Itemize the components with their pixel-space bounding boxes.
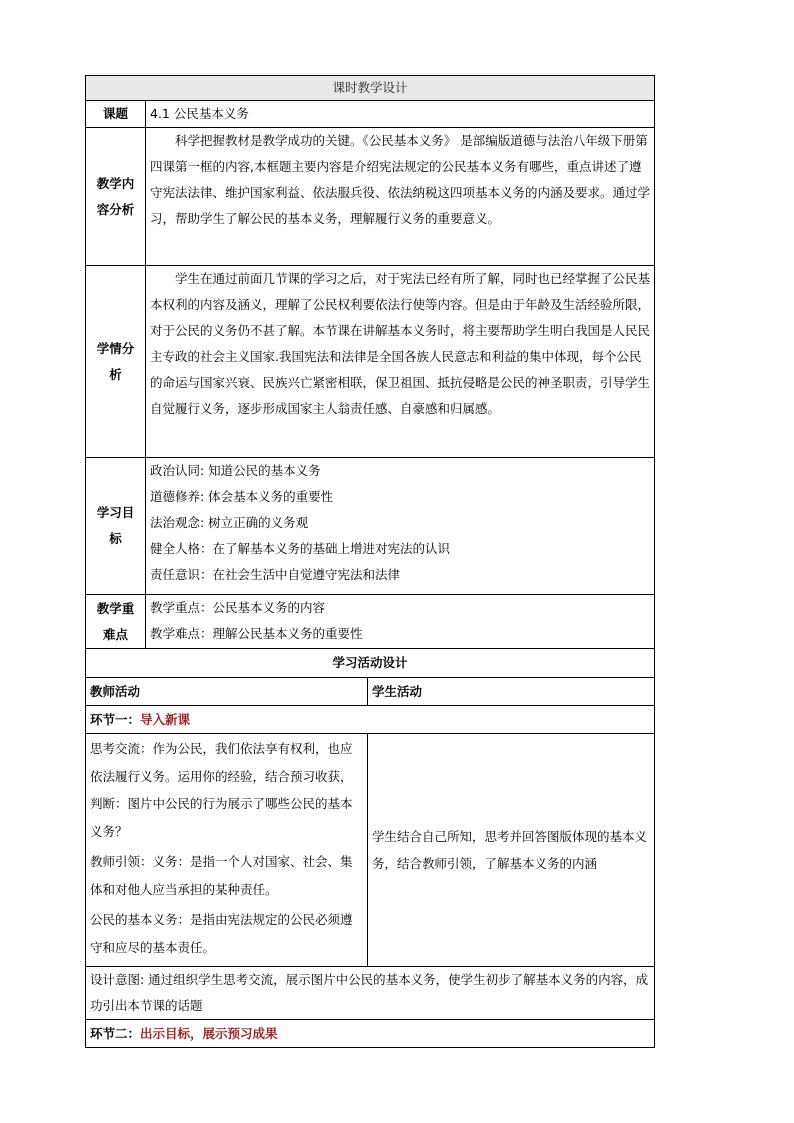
step1-intent-row	[86, 967, 655, 1020]
teacher-activity-paragraph: 公民的基本义务：是指由宪法规定的公民必须遵守和应尽的基本责任。	[90, 912, 353, 955]
key-points-cell	[146, 595, 655, 649]
step1-prefix: 环节一：	[90, 712, 141, 727]
content-analysis-label	[86, 128, 146, 266]
label-line: 析	[109, 366, 122, 382]
label-line: 学情分	[96, 340, 135, 356]
label-line: 教学重	[96, 600, 135, 616]
learner-analysis-label	[86, 266, 146, 458]
objective-item: 健全人格：在了解基本义务的基础上增进对宪法的认识	[150, 541, 451, 556]
lesson-design-table	[85, 75, 655, 1048]
learner-analysis-row	[86, 266, 655, 458]
header-row	[86, 76, 655, 101]
label-line: 教学内	[96, 175, 135, 191]
teacher-activity-paragraph: 思考交流：作为公民，我们依法享有权利，也应依法履行义务。运用你的经验，结合预习收获，判断：图片中公民的行为展示了哪些公民的基本义务？	[90, 741, 353, 839]
key-points-row	[86, 595, 655, 649]
step1-title: 导入新课	[140, 712, 191, 727]
step1-student-cell: 学生结合自己所知，思考并回答图版体现的基本义务，结合教师引领，了解基本义务的内涵	[368, 734, 655, 967]
activity-section-title: 学习活动设计	[86, 649, 655, 678]
learner-analysis-cell	[146, 266, 655, 458]
topic-value: 4.1 公民基本义务	[146, 101, 655, 128]
step2-row	[86, 1020, 655, 1048]
content-analysis-text: 科学把握教材是教学成功的关键。《公民基本义务》 是部编版道德与法治八年级下册第四课第一框的内容,本框题主要内容是介绍宪法规定的公民基本义务有哪些，重点讲述了遵守宪法法律、维护国家利益、依法服兵役、依法纳税这四项基本义务的内涵及要求。通过学习，帮助学生了解公民的基本义务，理解履行义务的重要意义。	[150, 133, 651, 226]
step1-design-intent: 设计意图: 通过组织学生思考交流，展示图片中公民的基本义务，使学生初步了解基本义务的内容，成功引出本节课的话题	[86, 967, 655, 1020]
step2-title: 出示目标，展示预习成果	[140, 1026, 278, 1041]
content-analysis-cell	[146, 128, 655, 266]
step2-prefix: 环节二：	[90, 1026, 141, 1041]
topic-row	[86, 101, 655, 128]
label-line: 容分析	[96, 201, 135, 217]
label-line: 难点	[102, 626, 128, 642]
label-line: 标	[109, 531, 122, 546]
objective-item: 责任意识：在社会生活中自觉遵守宪法和法律	[150, 567, 401, 582]
student-activity-header: 学生活动	[368, 678, 655, 706]
teacher-activity-header: 教师活动	[86, 678, 368, 706]
objectives-cell	[146, 458, 655, 595]
content-analysis-row	[86, 128, 655, 266]
step1-row	[86, 706, 655, 734]
key-point-item: 教学难点：理解公民基本义务的重要性	[150, 626, 363, 641]
activity-section-row	[86, 649, 655, 678]
key-points-label	[86, 595, 146, 649]
learner-analysis-text: 学生在通过前面几节课的学习之后，对于宪法已经有所了解，同时也已经掌握了公民基本权利的内容及涵义，理解了公民权利要依法行使等内容。但是由于年龄及生活经验所限，对于公民的义务仍不甚了解。本节课在讲解基本义务时，将主要帮助学生明白我国是人民民主专政的社会主义国家.我国宪法和法律是全国各族人民意志和利益的集中体现，每个公民的命运与国家兴衰、民族兴亡紧密相联，保卫祖国、抵抗侵略是公民的神圣职责，引导学生自觉履行义务，逐步形成国家主人翁责任感、自豪感和归属感。	[150, 271, 651, 416]
objective-item: 道德修养: 体会基本义务的重要性	[150, 489, 334, 504]
table-header: 课时教学设计	[86, 76, 655, 101]
activity-columns-row	[86, 678, 655, 706]
objective-item: 法治观念: 树立正确的义务观	[150, 515, 309, 530]
step2-heading	[86, 1020, 655, 1048]
step1-activity-row	[86, 734, 655, 967]
key-point-item: 教学重点：公民基本义务的内容	[150, 600, 326, 615]
label-line: 学习目	[96, 505, 135, 520]
topic-label: 课题	[86, 101, 146, 128]
teacher-activity-paragraph: 教师引领：义务：是指一个人对国家、社会、集体和对他人应当承担的某种责任。	[90, 854, 353, 897]
step1-teacher-cell	[86, 734, 368, 967]
step1-heading	[86, 706, 655, 734]
objectives-label	[86, 458, 146, 595]
objective-item: 政治认同: 知道公民的基本义务	[150, 463, 321, 478]
lesson-design-sheet	[85, 75, 654, 1048]
objectives-row	[86, 458, 655, 595]
